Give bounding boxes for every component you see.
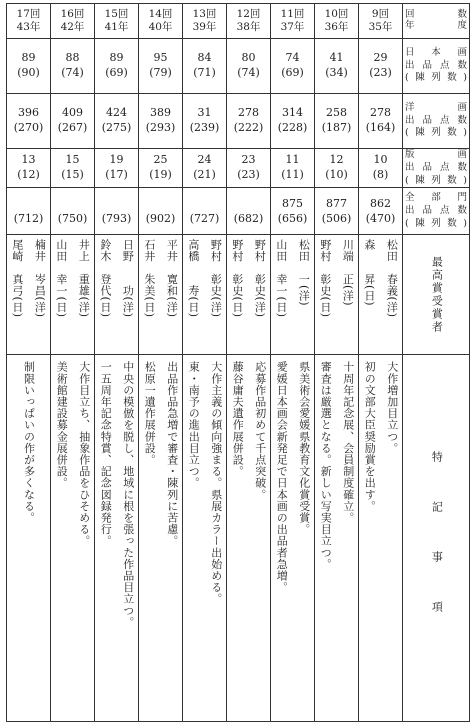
count: 84: [197, 51, 212, 65]
display-count: (71): [193, 66, 216, 79]
notes-cell: [227, 355, 271, 722]
count: 13: [21, 153, 36, 167]
all-divisions-cell: [359, 188, 403, 235]
yoga-label: [403, 94, 470, 149]
note-text: 中央の模倣を脱し、地域に根を張った作品目立つ。: [121, 361, 135, 629]
header-cell: [7, 4, 51, 39]
winners-row: [7, 235, 470, 355]
display-count: (275): [101, 121, 132, 134]
winner-name: 森 昇(日): [362, 239, 376, 307]
display-count: (902): [145, 211, 176, 225]
all-divisions-cell: [95, 188, 139, 235]
winner-name: 楠井 岑昌(洋): [33, 239, 47, 319]
yoga-cell: [227, 94, 271, 149]
winners-label-text: 最高賞受賞者: [430, 255, 444, 334]
fiscal-year: 43年: [16, 21, 41, 33]
notes-label-text: 特 記 事 項: [430, 450, 444, 626]
display-count: (17): [105, 168, 128, 182]
display-count: (90): [17, 66, 40, 79]
notes-cell: [51, 355, 95, 722]
note-text: 大作目立ち、抽象作品をひそめる。: [77, 361, 91, 548]
note-text: 大作増加目立つ。: [385, 361, 399, 455]
fiscal-year: 41年: [104, 21, 129, 33]
hanga-cell: [271, 149, 315, 188]
display-count: (506): [321, 211, 352, 225]
row-label-line: (陳列数): [405, 72, 467, 84]
header-cell: [51, 4, 95, 39]
display-count: (656): [277, 211, 308, 225]
display-count: (69): [281, 66, 304, 79]
display-count: (21): [193, 168, 216, 182]
hanga-cell: [183, 149, 227, 188]
note-text: 県美術会愛媛県教育文化賞受賞。: [297, 361, 311, 536]
row-label-line: 出品点数: [405, 205, 467, 217]
winner-name: 山田 幸一(日): [54, 239, 68, 319]
winner-name: 野村 彰史(洋): [209, 239, 223, 319]
nihonga-cell: [139, 39, 183, 94]
display-count: (11): [281, 168, 304, 182]
winner-name: 鈴木 登代(日): [98, 239, 112, 319]
row-label-line: (陳列数): [405, 217, 467, 229]
note-text: 出品作品急増で審査・陳列に苦慮。: [165, 361, 179, 548]
count: 95: [153, 51, 168, 65]
all-divisions-cell: [271, 188, 315, 235]
nihonga-label: [403, 39, 470, 94]
display-count: (727): [189, 211, 220, 225]
count: [51, 197, 94, 212]
fiscal-year: 38年: [236, 21, 261, 33]
display-count: (34): [325, 66, 348, 79]
display-count: (8): [372, 168, 389, 182]
display-count: (187): [321, 121, 352, 134]
yoga-cell: [139, 94, 183, 149]
row-label-line: (陳列数): [405, 127, 467, 139]
display-count: (793): [101, 211, 132, 225]
count: [183, 197, 226, 212]
winner-name: 高橋 寿(日): [186, 239, 200, 319]
nihonga-cell: [51, 39, 95, 94]
header-label-line: 回数: [405, 9, 467, 21]
all-divisions-cell: [183, 188, 227, 235]
header-cell: [95, 4, 139, 39]
all-divisions-cell: [139, 188, 183, 235]
display-count: (10): [325, 168, 348, 182]
yoga-cell: [271, 94, 315, 149]
winners-cell: [95, 235, 139, 355]
round-number: 10回: [324, 7, 349, 20]
count: 10: [373, 153, 388, 167]
header-cell: [139, 4, 183, 39]
header-label-line: 年度: [405, 20, 467, 31]
notes-row: [7, 355, 470, 722]
round-number: 9回: [371, 7, 390, 20]
display-count: (293): [145, 121, 176, 134]
nihonga-cell: [95, 39, 139, 94]
winner-name: 松田 春義(洋): [385, 239, 399, 319]
hanga-cell: [51, 149, 95, 188]
notes-cell: [139, 355, 183, 722]
fiscal-year: 42年: [60, 21, 85, 33]
notes-cell: [95, 355, 139, 722]
note-text: 松原一遺作展併設。: [143, 361, 157, 466]
row-label-line: 出品点数: [405, 161, 467, 173]
count: 89: [21, 51, 36, 65]
all-divisions-cell: [7, 188, 51, 235]
count: 29: [373, 51, 388, 65]
count: 396: [18, 106, 39, 120]
winners-cell: [359, 235, 403, 355]
count: 424: [106, 106, 127, 120]
count: 278: [370, 106, 391, 120]
display-count: (15): [61, 168, 84, 182]
round-number: 14回: [148, 7, 173, 20]
count: 12: [329, 153, 344, 167]
yoga-cell: [183, 94, 227, 149]
display-count: (750): [57, 211, 88, 225]
count: [139, 197, 182, 212]
yoga-cell: [95, 94, 139, 149]
hanga-cell: [227, 149, 271, 188]
row-label-line: 日本画: [405, 46, 467, 58]
round-number: 16回: [60, 7, 85, 20]
row-label-line: 全部門: [405, 192, 467, 204]
display-count: (23): [237, 168, 260, 182]
winners-cell: [183, 235, 227, 355]
nihonga-row: [7, 39, 470, 94]
hanga-cell: [7, 149, 51, 188]
display-count: (69): [105, 66, 128, 79]
note-text: 美術館建設募金展併設。: [55, 361, 69, 490]
winners-cell: [315, 235, 359, 355]
display-count: (23): [369, 66, 392, 79]
count: [95, 197, 138, 212]
notes-cell: [315, 355, 359, 722]
all-divisions-label: [403, 188, 470, 235]
winner-name: 川端 正(洋): [341, 239, 355, 307]
winner-name: 石井 朱美(日): [142, 239, 156, 319]
count: 15: [65, 153, 80, 167]
notes-cell: [183, 355, 227, 722]
hanga-cell: [139, 149, 183, 188]
count: 877: [326, 196, 347, 210]
winner-name: 日野 功(洋): [121, 239, 135, 319]
display-count: (19): [149, 168, 172, 182]
fiscal-year: 37年: [280, 21, 305, 33]
winner-name: 山田 幸一(日): [274, 239, 288, 319]
yoga-cell: [7, 94, 51, 149]
nihonga-cell: [315, 39, 359, 94]
winners-cell: [271, 235, 315, 355]
count: 89: [109, 51, 124, 65]
winner-name: 野村 彰史(日): [230, 239, 244, 319]
all-divisions-row: [7, 188, 470, 235]
winners-label: [403, 235, 470, 355]
winner-name: 松田 一(洋): [297, 239, 311, 307]
note-text: 藤谷庸夫遺作展併設。: [231, 361, 245, 478]
count: 31: [197, 106, 212, 120]
note-text: 大作主義の傾向強まる。県展カラー出始める。: [209, 361, 223, 606]
count: 258: [326, 106, 347, 120]
note-text: 制限いっぱいの作が多くなる。: [22, 361, 36, 524]
row-label-line: 出品点数: [405, 59, 467, 71]
display-count: (12): [17, 168, 40, 182]
count: 23: [241, 153, 256, 167]
count: 41: [329, 51, 344, 65]
all-divisions-cell: [51, 188, 95, 235]
display-count: (74): [61, 66, 84, 79]
fiscal-year: 35年: [368, 21, 393, 33]
nihonga-cell: [271, 39, 315, 94]
row-label-line: (陳列数): [405, 174, 467, 186]
count: 25: [153, 153, 168, 167]
round-number: 15回: [104, 7, 129, 20]
hanga-label: [403, 149, 470, 188]
nihonga-cell: [227, 39, 271, 94]
row-label-line: 版画: [405, 149, 467, 160]
count: 24: [197, 153, 212, 167]
winner-name: 野村 彰史(日): [318, 239, 332, 319]
nihonga-cell: [7, 39, 51, 94]
yoga-row: [7, 94, 470, 149]
winners-cell: [139, 235, 183, 355]
display-count: (79): [149, 66, 172, 79]
round-number: 13回: [192, 7, 217, 20]
count: 278: [238, 106, 259, 120]
all-divisions-cell: [227, 188, 271, 235]
note-text: 愛媛日本画会新発足で日本画の出品者急増。: [275, 361, 289, 594]
count: 409: [62, 106, 83, 120]
row-label-line: 洋画: [405, 101, 467, 113]
header-cell: [315, 4, 359, 39]
count: 875: [282, 196, 303, 210]
header-label: [403, 4, 470, 39]
hanga-row: [7, 149, 470, 188]
nihonga-cell: [183, 39, 227, 94]
count: [227, 197, 270, 212]
count: [7, 197, 50, 212]
display-count: (228): [277, 121, 308, 134]
header-cell: [271, 4, 315, 39]
yoga-cell: [51, 94, 95, 149]
display-count: (270): [13, 121, 44, 134]
display-count: (239): [189, 121, 220, 134]
winner-name: 尾崎 真弓(日): [10, 239, 24, 319]
hanga-cell: [315, 149, 359, 188]
count: 88: [65, 51, 80, 65]
notes-cell: [7, 355, 51, 722]
round-number: 17回: [16, 7, 41, 20]
note-text: 初の文部大臣奨励賞を出す。: [363, 361, 377, 513]
count: 314: [282, 106, 303, 120]
note-text: 応募作品初めて千点突破。: [253, 361, 267, 501]
display-count: (164): [365, 121, 396, 134]
count: 80: [241, 51, 256, 65]
hanga-cell: [359, 149, 403, 188]
count: 74: [285, 51, 300, 65]
yoga-cell: [315, 94, 359, 149]
row-label-line: 出品点数: [405, 114, 467, 126]
notes-cell: [271, 355, 315, 722]
display-count: (267): [57, 121, 88, 134]
count: 389: [150, 106, 171, 120]
display-count: (470): [365, 211, 396, 225]
header-cell: [227, 4, 271, 39]
round-number: 12回: [236, 7, 261, 20]
nihonga-cell: [359, 39, 403, 94]
display-count: (222): [233, 121, 264, 134]
fiscal-year: 39年: [192, 21, 217, 33]
display-count: (74): [237, 66, 260, 79]
winner-name: 平井 寛和(洋): [165, 239, 179, 319]
winners-cell: [51, 235, 95, 355]
notes-cell: [359, 355, 403, 722]
note-text: 審査は厳選となる。新しい写実目立つ。: [319, 361, 333, 571]
winners-cell: [7, 235, 51, 355]
header-row: [7, 4, 470, 39]
hanga-cell: [95, 149, 139, 188]
all-divisions-cell: [315, 188, 359, 235]
note-text: 東・南予の進出目立つ。: [187, 361, 201, 490]
header-cell: [359, 4, 403, 39]
yoga-cell: [359, 94, 403, 149]
winner-name: 井上 重雄(洋): [77, 239, 91, 319]
winners-cell: [227, 235, 271, 355]
count: 862: [370, 196, 391, 210]
exhibition-history-table: [6, 3, 470, 722]
fiscal-year: 40年: [148, 21, 173, 33]
note-text: 十周年記念展、会員制度確立。: [341, 361, 355, 524]
count: 19: [109, 153, 124, 167]
fiscal-year: 36年: [324, 21, 349, 33]
note-text: 一五周年記念特賞、記念図録発行。: [99, 361, 113, 548]
count: 11: [285, 153, 300, 167]
winner-name: 野村 彰史(洋): [253, 239, 267, 319]
display-count: (712): [13, 211, 44, 225]
round-number: 11回: [280, 7, 305, 20]
header-cell: [183, 4, 227, 39]
notes-label: [403, 355, 470, 722]
display-count: (682): [233, 211, 264, 225]
